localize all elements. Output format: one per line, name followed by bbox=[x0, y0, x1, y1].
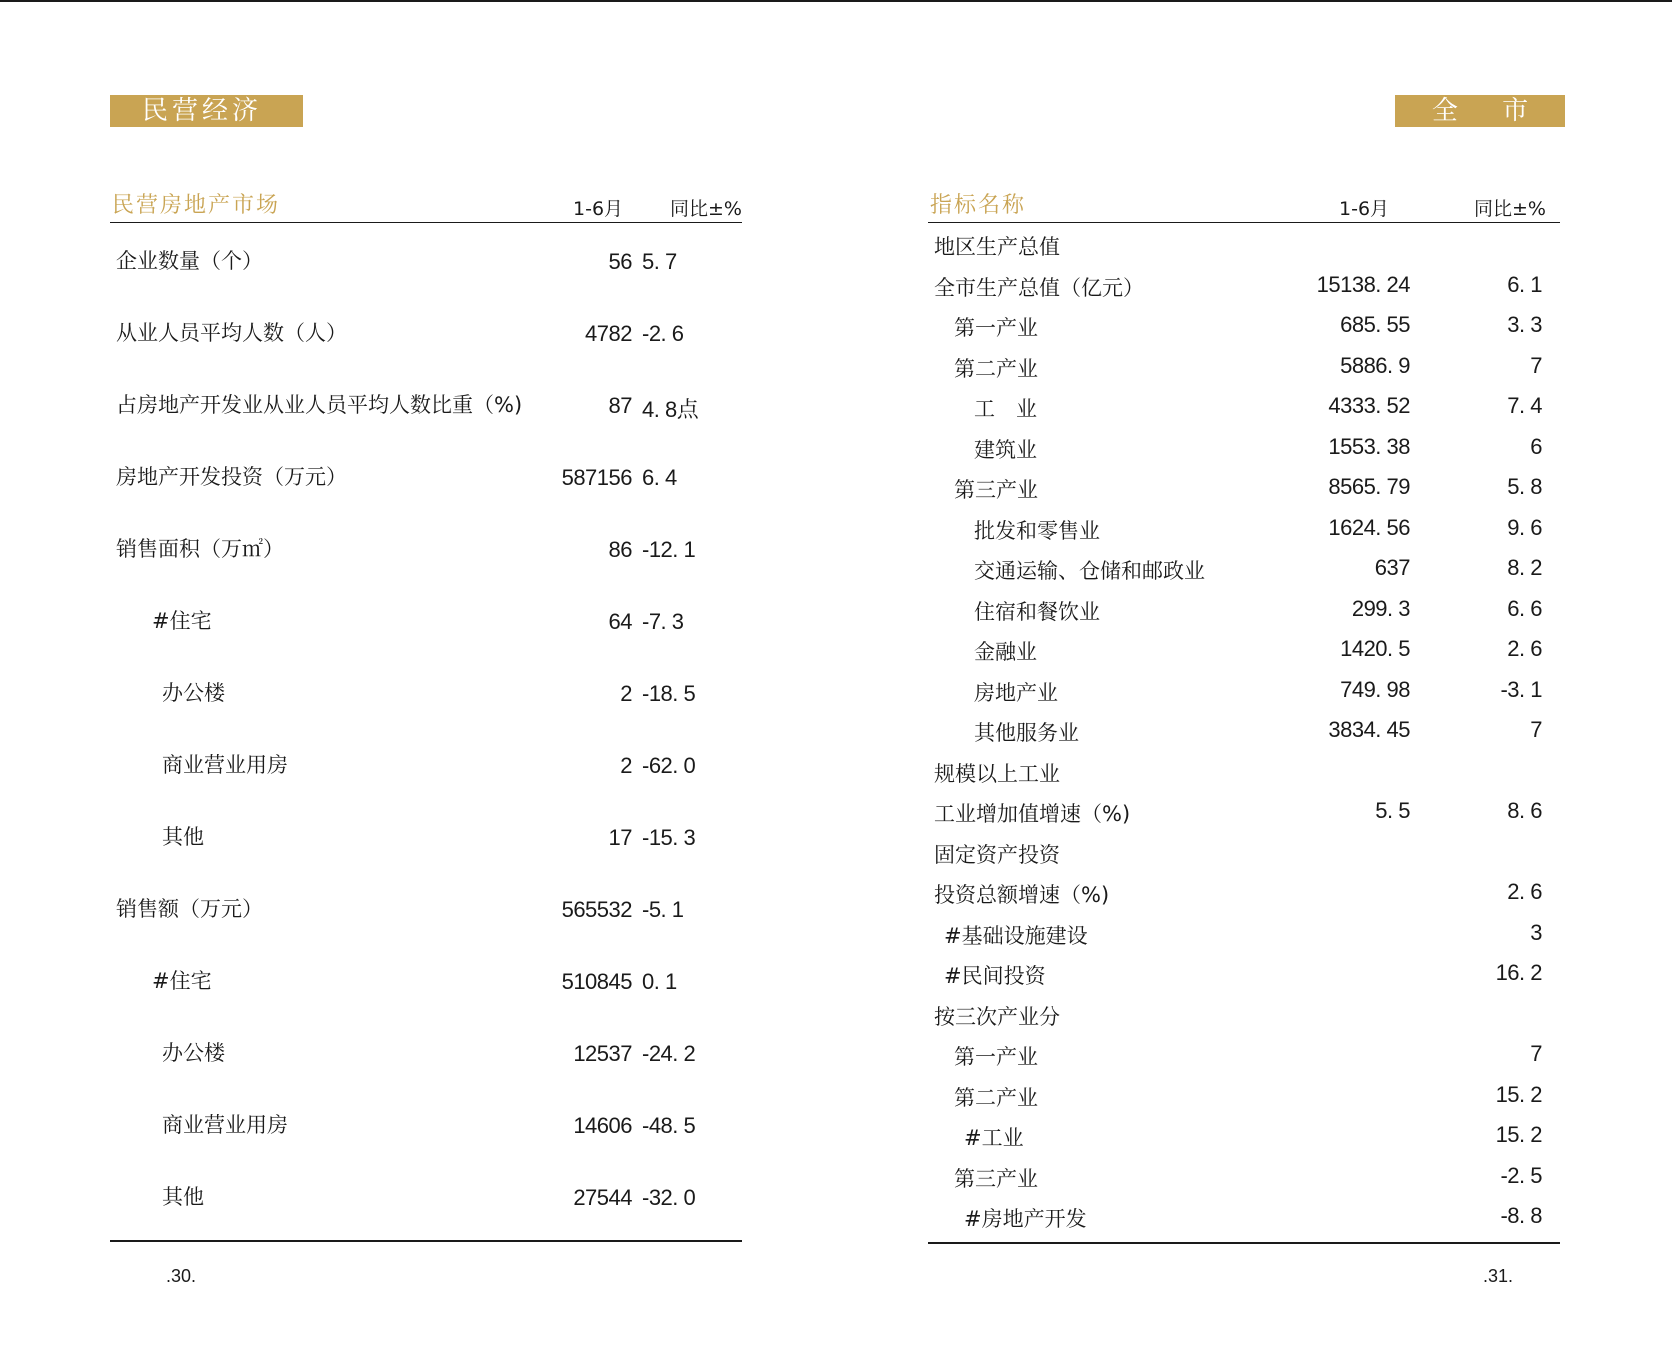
column-header-period: 1-6月 bbox=[573, 198, 624, 220]
row-label: 其他 bbox=[162, 825, 204, 849]
row-label: 金融业 bbox=[974, 640, 1037, 664]
column-header-period: 1-6月 bbox=[1339, 198, 1390, 220]
table-body bbox=[110, 223, 742, 1231]
row-value-yoy: -2. 6 bbox=[642, 321, 684, 346]
row-value-period: 12537 bbox=[573, 1041, 632, 1066]
row-label: 销售面积（万㎡） bbox=[116, 537, 284, 561]
row-value-yoy: 7 bbox=[1530, 1041, 1542, 1066]
table-body bbox=[928, 223, 1560, 1236]
table-row bbox=[928, 264, 1560, 305]
section-tag-private-economy: 民营经济 bbox=[110, 95, 303, 127]
table-row bbox=[928, 1155, 1560, 1196]
row-value-yoy: 7. 4 bbox=[1507, 393, 1542, 418]
row-value-period: 749. 98 bbox=[1340, 676, 1410, 702]
row-value-yoy: 6. 6 bbox=[1507, 595, 1542, 621]
row-value-yoy: 6. 4 bbox=[642, 465, 677, 490]
table-row bbox=[928, 547, 1560, 588]
row-value-period: 587156 bbox=[561, 465, 632, 490]
table-row bbox=[110, 799, 742, 871]
row-value-yoy: -24. 2 bbox=[642, 1041, 696, 1066]
row-value-yoy: 3. 3 bbox=[1507, 312, 1542, 337]
row-value-yoy: 5. 8 bbox=[1507, 474, 1542, 499]
row-label: #房地产开发 bbox=[964, 1207, 1087, 1231]
row-value-yoy: 5. 7 bbox=[642, 249, 677, 274]
table-row bbox=[928, 750, 1560, 791]
row-label: 销售额（万元） bbox=[116, 897, 263, 921]
row-label: 商业营业用房 bbox=[162, 753, 288, 777]
table-row bbox=[928, 993, 1560, 1034]
row-label: #基础设施建设 bbox=[944, 923, 1088, 948]
row-value-yoy: 7 bbox=[1530, 717, 1542, 742]
row-label: 按三次产业分 bbox=[934, 1004, 1060, 1029]
row-label: 投资总额增速（%) bbox=[934, 883, 1110, 907]
table-row bbox=[928, 871, 1560, 912]
row-value-yoy: -8. 8 bbox=[1500, 1203, 1542, 1228]
table-row bbox=[110, 655, 742, 727]
table-row bbox=[928, 628, 1560, 669]
row-label: 第一产业 bbox=[954, 316, 1038, 340]
row-value-yoy: -12. 1 bbox=[642, 537, 696, 562]
page-number-left: .30. bbox=[166, 1266, 197, 1286]
row-value-yoy: 4. 8点 bbox=[642, 397, 699, 422]
table-row bbox=[110, 295, 742, 367]
table-row bbox=[928, 912, 1560, 953]
row-label: 房地产开发投资（万元） bbox=[116, 465, 347, 489]
table-row bbox=[928, 709, 1560, 750]
row-value-yoy: 8. 2 bbox=[1507, 555, 1542, 580]
bottom-rule-left bbox=[110, 1240, 742, 1242]
row-value-period: 1420. 5 bbox=[1340, 636, 1410, 661]
table-row bbox=[928, 223, 1560, 264]
row-value-period: 17 bbox=[608, 825, 632, 850]
table-title: 指标名称 bbox=[930, 193, 1027, 218]
row-value-period: 5886. 9 bbox=[1340, 352, 1410, 378]
table-row bbox=[110, 367, 742, 439]
table-header bbox=[928, 188, 1560, 223]
row-label: 第三产业 bbox=[954, 478, 1038, 502]
row-label: 规模以上工业 bbox=[934, 761, 1060, 786]
row-value-yoy: -3. 1 bbox=[1500, 676, 1542, 702]
row-value-yoy: -2. 5 bbox=[1500, 1162, 1542, 1188]
row-value-period: 8565. 79 bbox=[1328, 474, 1410, 499]
table-row bbox=[928, 1074, 1560, 1115]
row-label: 占房地产开发业从业人员平均人数比重（%) bbox=[116, 393, 523, 417]
row-label: 地区生产总值 bbox=[934, 235, 1060, 259]
row-value-period: 510845 bbox=[561, 969, 632, 994]
row-value-period: 1624. 56 bbox=[1328, 514, 1410, 540]
row-label: 第三产业 bbox=[954, 1166, 1038, 1191]
table-row bbox=[928, 952, 1560, 993]
table-row bbox=[110, 583, 742, 655]
row-value-period: 2 bbox=[620, 681, 632, 706]
column-header-yoy: 同比±% bbox=[1474, 198, 1546, 220]
row-label: 第一产业 bbox=[954, 1045, 1038, 1069]
row-label: 其他服务业 bbox=[974, 721, 1079, 745]
page-number-right: .31. bbox=[1483, 1266, 1514, 1286]
row-value-yoy: -32. 0 bbox=[642, 1185, 696, 1210]
row-label: #民间投资 bbox=[944, 964, 1046, 988]
row-value-period: 15138. 24 bbox=[1316, 271, 1410, 297]
table-row bbox=[928, 304, 1560, 345]
row-label: 从业人员平均人数（人） bbox=[116, 321, 347, 345]
row-value-period: 4782 bbox=[585, 321, 632, 346]
row-label: 工业增加值增速（%) bbox=[934, 802, 1131, 826]
row-value-period: 5. 5 bbox=[1375, 798, 1410, 823]
row-label: 第二产业 bbox=[954, 356, 1038, 381]
row-value-period: 87 bbox=[608, 393, 632, 418]
table-row bbox=[110, 223, 742, 295]
table-row bbox=[928, 1195, 1560, 1236]
table-row bbox=[928, 345, 1560, 386]
table-row bbox=[110, 727, 742, 799]
row-value-period: 565532 bbox=[561, 897, 632, 922]
row-label: 建筑业 bbox=[974, 437, 1037, 462]
row-value-yoy: 6. 1 bbox=[1507, 271, 1542, 297]
row-value-yoy: 3 bbox=[1530, 919, 1542, 945]
table-row bbox=[928, 466, 1560, 507]
table-row bbox=[928, 1114, 1560, 1155]
row-value-yoy: -62. 0 bbox=[642, 753, 696, 778]
table-row bbox=[928, 426, 1560, 467]
row-value-yoy: 16. 2 bbox=[1495, 960, 1542, 985]
row-value-yoy: 0. 1 bbox=[642, 969, 677, 994]
row-label: #工业 bbox=[964, 1126, 1024, 1150]
row-label: 批发和零售业 bbox=[974, 518, 1100, 543]
table-row bbox=[928, 385, 1560, 426]
row-label: 住宿和餐饮业 bbox=[974, 599, 1100, 624]
row-label: 办公楼 bbox=[162, 1041, 225, 1065]
row-value-period: 2 bbox=[620, 753, 632, 778]
column-header-yoy: 同比±% bbox=[670, 198, 742, 220]
row-value-yoy: -18. 5 bbox=[642, 681, 696, 706]
row-value-period: 14606 bbox=[573, 1113, 632, 1138]
row-value-period: 27544 bbox=[573, 1185, 632, 1210]
row-label: 办公楼 bbox=[162, 681, 225, 705]
row-value-period: 637 bbox=[1374, 555, 1410, 580]
row-label: 固定资产投资 bbox=[934, 842, 1060, 867]
row-label: 工 业 bbox=[974, 397, 1037, 421]
row-value-period: 685. 55 bbox=[1340, 312, 1410, 337]
row-label: 其他 bbox=[162, 1185, 204, 1209]
table-header bbox=[110, 188, 742, 223]
bottom-rule-right bbox=[928, 1242, 1560, 1244]
row-label: #住宅 bbox=[152, 609, 212, 633]
row-label: 商业营业用房 bbox=[162, 1113, 288, 1137]
table-row bbox=[928, 790, 1560, 831]
table-row bbox=[928, 588, 1560, 629]
row-value-yoy: 8. 6 bbox=[1507, 798, 1542, 823]
table-row bbox=[110, 439, 742, 511]
row-value-yoy: 15. 2 bbox=[1495, 1122, 1542, 1147]
table-row bbox=[928, 831, 1560, 872]
row-value-period: 86 bbox=[608, 537, 632, 562]
row-value-yoy: 6 bbox=[1530, 433, 1542, 459]
row-label: #住宅 bbox=[152, 969, 212, 993]
table-row bbox=[928, 669, 1560, 710]
row-value-yoy: -7. 3 bbox=[642, 609, 684, 634]
top-border bbox=[0, 0, 1672, 2]
row-label: 企业数量（个） bbox=[116, 249, 263, 273]
row-value-yoy: 2. 6 bbox=[1507, 879, 1542, 904]
table-row bbox=[928, 1033, 1560, 1074]
row-value-yoy: -48. 5 bbox=[642, 1113, 696, 1138]
row-value-yoy: 15. 2 bbox=[1495, 1081, 1542, 1107]
row-value-period: 56 bbox=[608, 249, 632, 274]
table-row bbox=[110, 871, 742, 943]
table-row bbox=[928, 507, 1560, 548]
table-title: 民营房地产市场 bbox=[112, 193, 281, 218]
private-real-estate-table bbox=[110, 188, 742, 1231]
section-tag-whole-city: 全 市 bbox=[1395, 95, 1565, 127]
table-row bbox=[110, 511, 742, 583]
row-value-period: 4333. 52 bbox=[1328, 393, 1410, 418]
row-value-period: 299. 3 bbox=[1351, 595, 1410, 621]
table-row bbox=[110, 943, 742, 1015]
city-indicators-table bbox=[928, 188, 1560, 1236]
table-row bbox=[110, 1159, 742, 1231]
row-label: 第二产业 bbox=[954, 1085, 1038, 1110]
table-row bbox=[110, 1087, 742, 1159]
row-value-period: 3834. 45 bbox=[1328, 717, 1410, 742]
table-row bbox=[110, 1015, 742, 1087]
row-label: 房地产业 bbox=[974, 680, 1058, 705]
row-value-yoy: -5. 1 bbox=[642, 897, 684, 922]
row-value-yoy: -15. 3 bbox=[642, 825, 696, 850]
row-value-yoy: 7 bbox=[1530, 352, 1542, 378]
row-label: 交通运输、仓储和邮政业 bbox=[974, 559, 1205, 583]
row-value-yoy: 2. 6 bbox=[1507, 636, 1542, 661]
row-label: 全市生产总值（亿元） bbox=[934, 275, 1144, 300]
row-value-period: 64 bbox=[608, 609, 632, 634]
row-value-period: 1553. 38 bbox=[1328, 433, 1410, 459]
row-value-yoy: 9. 6 bbox=[1507, 514, 1542, 540]
